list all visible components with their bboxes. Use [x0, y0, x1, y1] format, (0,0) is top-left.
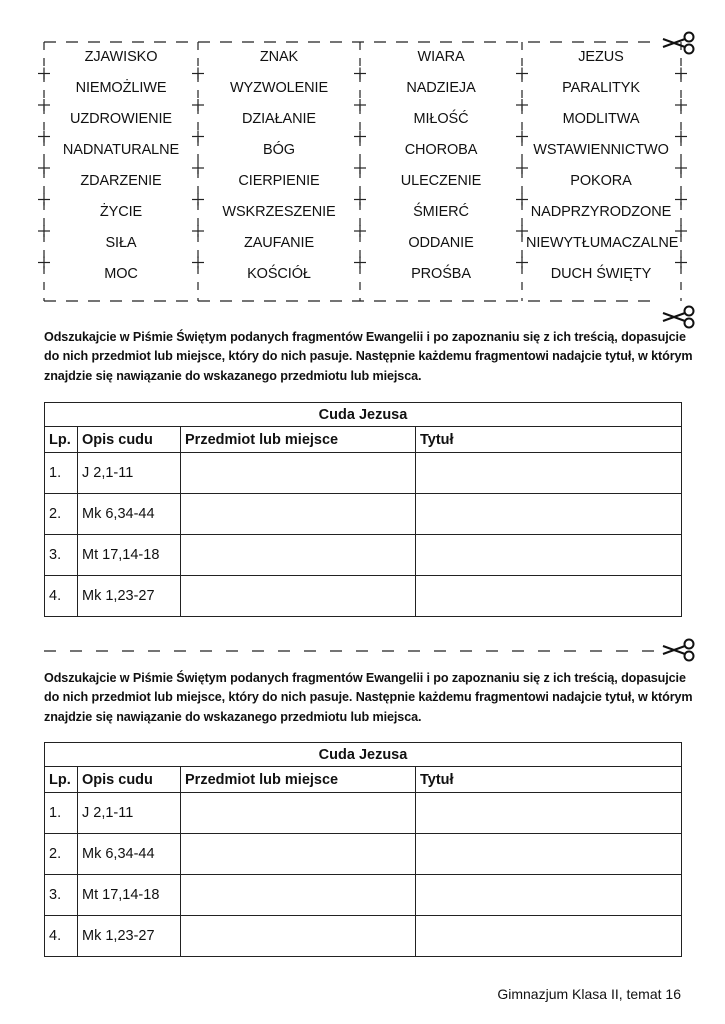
- task-instruction: Odszukajcie w Piśmie Świętym podanych fragmentów Ewangelii i po zapoznaniu się z ich treścią, dopasujcie do nich przedmiot lub miejsce, który do nich pasuje. Następnie każdemu fragmentowi nadajcie tytuł, w którym znajdzie się nawiązanie do wskazanego przedmiotu lub miejsca.: [44, 330, 693, 383]
- word-card[interactable]: BÓG: [263, 142, 295, 158]
- object-or-place-cell[interactable]: [181, 576, 416, 617]
- word-card[interactable]: ZAUFANIE: [243, 235, 315, 251]
- word-card[interactable]: WYZWOLENIE: [229, 80, 329, 96]
- word-card[interactable]: MODLITWA: [562, 111, 640, 127]
- word-card[interactable]: ZJAWISKO: [84, 49, 158, 65]
- title-cell[interactable]: [416, 535, 682, 576]
- miracle-reference: Mk 6,34-44: [78, 834, 181, 875]
- word-card[interactable]: UZDROWIENIE: [69, 111, 172, 127]
- word-card[interactable]: JEZUS: [578, 49, 624, 65]
- word-card[interactable]: CIERPIENIE: [238, 173, 320, 189]
- table-caption: Cuda Jezusa: [45, 743, 682, 767]
- word-card[interactable]: ZNAK: [259, 49, 299, 65]
- word-card[interactable]: WIARA: [417, 49, 465, 65]
- table-row: [45, 875, 682, 916]
- miracle-reference: Mk 1,23-27: [78, 916, 181, 957]
- word-card[interactable]: PROŚBA: [411, 266, 471, 282]
- miracle-reference: Mt 17,14-18: [78, 535, 181, 576]
- title-cell[interactable]: [416, 875, 682, 916]
- title-cell[interactable]: [416, 576, 682, 617]
- row-number: 1.: [45, 793, 78, 834]
- title-cell[interactable]: [416, 453, 682, 494]
- row-number: 1.: [45, 453, 78, 494]
- word-card[interactable]: SIŁA: [105, 235, 137, 251]
- word-card[interactable]: CHOROBA: [404, 142, 478, 158]
- word-card[interactable]: NIEWYTŁUMACZALNE: [526, 235, 679, 251]
- object-or-place-cell[interactable]: [181, 494, 416, 535]
- column-header: Tytuł: [416, 767, 682, 793]
- miracle-reference: J 2,1-11: [78, 793, 181, 834]
- word-card[interactable]: WSKRZESZENIE: [222, 204, 336, 220]
- table-caption: Cuda Jezusa: [45, 403, 682, 427]
- word-card[interactable]: PARALITYK: [562, 80, 640, 96]
- title-cell[interactable]: [416, 916, 682, 957]
- table-row: [45, 453, 682, 494]
- row-number: 3.: [45, 535, 78, 576]
- column-header: Opis cudu: [78, 767, 181, 793]
- miracle-reference: Mk 6,34-44: [78, 494, 181, 535]
- title-cell[interactable]: [416, 793, 682, 834]
- word-card[interactable]: NIEMOŻLIWE: [75, 80, 167, 96]
- table-row: [45, 916, 682, 957]
- row-number: 4.: [45, 916, 78, 957]
- word-card[interactable]: KOŚCIÓŁ: [247, 266, 311, 282]
- miracles-table: [44, 402, 682, 617]
- page-footer: Gimnazjum Klasa II, temat 16: [497, 986, 681, 1002]
- column-header: Lp.: [45, 427, 78, 453]
- word-card[interactable]: NADZIEJA: [406, 80, 476, 96]
- word-card[interactable]: POKORA: [570, 173, 632, 189]
- column-header: Przedmiot lub miejsce: [181, 767, 416, 793]
- word-card[interactable]: MIŁOŚĆ: [413, 111, 469, 127]
- miracle-reference: Mk 1,23-27: [78, 576, 181, 617]
- table-row: [45, 793, 682, 834]
- column-header: Lp.: [45, 767, 78, 793]
- row-number: 3.: [45, 875, 78, 916]
- word-card[interactable]: DUCH ŚWIĘTY: [550, 266, 652, 282]
- miracles-table: [44, 742, 682, 957]
- object-or-place-cell[interactable]: [181, 535, 416, 576]
- task-instruction: Odszukajcie w Piśmie Świętym podanych fragmentów Ewangelii i po zapoznaniu się z ich treścią, dopasujcie do nich przedmiot lub miejsce, który do nich pasuje. Następnie każdemu fragmentowi nadajcie tytuł, w którym znajdzie się nawiązanie do wskazanego przedmiotu lub miejsca.: [44, 671, 693, 724]
- column-header: Tytuł: [416, 427, 682, 453]
- object-or-place-cell[interactable]: [181, 793, 416, 834]
- word-card[interactable]: ZDARZENIE: [80, 173, 162, 189]
- object-or-place-cell[interactable]: [181, 453, 416, 494]
- row-number: 2.: [45, 494, 78, 535]
- word-card[interactable]: MOC: [104, 266, 138, 282]
- column-header: Opis cudu: [78, 427, 181, 453]
- object-or-place-cell[interactable]: [181, 916, 416, 957]
- table-row: [45, 834, 682, 875]
- table-row: [45, 535, 682, 576]
- word-card[interactable]: DZIAŁANIE: [241, 111, 317, 127]
- table-row: [45, 494, 682, 535]
- title-cell[interactable]: [416, 834, 682, 875]
- word-card[interactable]: ŻYCIE: [99, 204, 143, 220]
- cut-line: [0, 649, 725, 653]
- column-header: Przedmiot lub miejsce: [181, 427, 416, 453]
- word-card[interactable]: ULECZENIE: [400, 173, 482, 189]
- title-cell[interactable]: [416, 494, 682, 535]
- word-card[interactable]: NADNATURALNE: [62, 142, 180, 158]
- word-card[interactable]: ODDANIE: [408, 235, 474, 251]
- row-number: 2.: [45, 834, 78, 875]
- table-row: [45, 576, 682, 617]
- object-or-place-cell[interactable]: [181, 834, 416, 875]
- row-number: 4.: [45, 576, 78, 617]
- miracle-reference: Mt 17,14-18: [78, 875, 181, 916]
- word-card[interactable]: ŚMIERĆ: [413, 204, 469, 220]
- word-card[interactable]: NADPRZYRODZONE: [530, 204, 672, 220]
- object-or-place-cell[interactable]: [181, 875, 416, 916]
- miracle-reference: J 2,1-11: [78, 453, 181, 494]
- word-card[interactable]: WSTAWIENNICTWO: [533, 142, 669, 158]
